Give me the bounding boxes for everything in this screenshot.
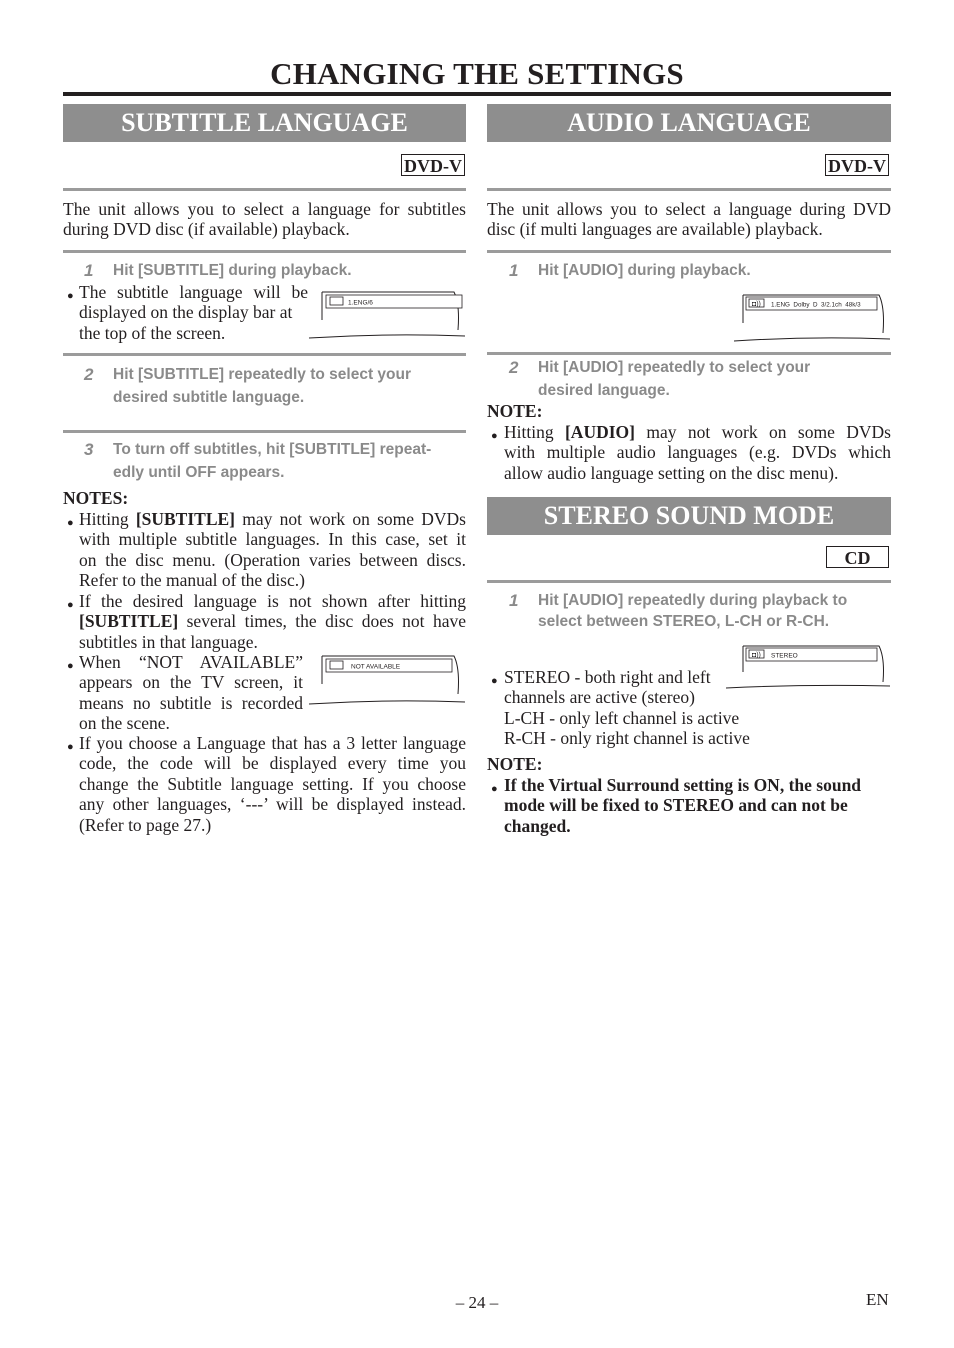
- speaker-icon: ◘)): [752, 301, 761, 308]
- list-item: ● Hitting [SUBTITLE] may not work on some DVDs with multiple subtitle languages. In this case, set it on the disc menu. (Operation varies between discs. Refer to the manual of the disc.): [67, 509, 466, 591]
- title-rule: [63, 92, 891, 96]
- list-item: ● If you choose a Language that has a 3 letter language code, the code will be displayed every time you change the Subtitle language setting. If you choose any other languages, ‘---’ will be displayed instead. (Refer to page 27.): [67, 733, 466, 835]
- divider: [63, 250, 466, 253]
- display-text: 1.ENG/6: [348, 299, 373, 307]
- step-instruction: To turn off subtitles, hit [SUBTITLE] repeat- edly until OFF appears.: [113, 441, 432, 481]
- tv-screen-display: [308, 290, 466, 340]
- list-item: ● STEREO - both right and left channels are active (stereo) L-CH - only left channel is active R-CH - only right channel is active: [491, 667, 750, 749]
- step-instruction: Hit [SUBTITLE] repeatedly to select your desired subtitle language.: [113, 366, 411, 406]
- stereo-sound-mode-header: STEREO SOUND MODE: [487, 497, 891, 535]
- divider: [487, 580, 891, 583]
- step-number: 2: [84, 365, 94, 384]
- divider: [487, 188, 891, 191]
- divider: [63, 353, 466, 356]
- subtitle-dvdv-tag: DVD-V: [401, 154, 465, 176]
- subtitle-intro: The unit allows you to select a language for subtitles during DVD disc (if available) playback.: [63, 199, 466, 240]
- step-instruction: Hit [AUDIO] repeatedly during playback to select between STEREO, L-CH or R-CH.: [538, 592, 848, 630]
- step-number: 3: [84, 440, 94, 459]
- page-title: CHANGING THE SETTINGS: [270, 56, 684, 91]
- divider: [487, 352, 891, 355]
- display-text: NOT AVAILABLE: [351, 663, 401, 671]
- display-text: STEREO: [771, 652, 798, 660]
- list-item: ● When “NOT AVAILABLE” appears on the TV screen, it means no subtitle is recorded on the scene.: [67, 652, 303, 734]
- step-instruction: Hit [AUDIO] repeatedly to select your desired language.: [538, 359, 811, 399]
- list-item: ● If the Virtual Surround setting is ON, the sound mode will be fixed to STEREO and can not be changed.: [491, 775, 862, 836]
- tv-screen-display: [733, 293, 891, 343]
- notes-heading: NOTES:: [63, 488, 129, 508]
- step-number: 2: [509, 358, 519, 377]
- page-number: – 24 –: [455, 1293, 499, 1312]
- list-item: ● Hitting [AUDIO] may not work on some DVDs with multiple audio languages (e.g. DVDs which allow audio language setting on the disc menu).: [491, 422, 891, 483]
- step-instruction: Hit [SUBTITLE] during playback.: [113, 262, 352, 279]
- audio-language-header: AUDIO LANGUAGE: [487, 104, 891, 142]
- note-heading: NOTE:: [487, 401, 543, 421]
- step-number: 1: [509, 591, 519, 610]
- step-number: 1: [84, 261, 94, 280]
- audio-intro: The unit allows you to select a language during DVD disc (if multi languages are available) playback.: [487, 199, 891, 240]
- divider: [63, 430, 466, 433]
- list-item: ● The subtitle language will be displayed on the display bar at the top of the screen.: [67, 282, 308, 343]
- speaker-icon: ◘)): [752, 652, 761, 659]
- audio-dvdv-tag: DVD-V: [825, 154, 889, 176]
- language-code: EN: [866, 1290, 889, 1309]
- list-item: ● If the desired language is not shown after hitting [SUBTITLE] several times, the disc does not have subtitles in that language.: [67, 591, 466, 652]
- subtitle-language-header: SUBTITLE LANGUAGE: [63, 104, 466, 142]
- step-instruction: Hit [AUDIO] during playback.: [538, 262, 751, 279]
- divider: [487, 250, 891, 253]
- stereo-cd-tag: CD: [826, 546, 889, 568]
- step-number: 1: [509, 261, 519, 280]
- tv-screen-display: [308, 654, 466, 706]
- divider: [63, 188, 466, 191]
- note-heading: NOTE:: [487, 754, 543, 774]
- display-text: 1.ENG Dolby D 3/2.1ch 48k/3: [771, 301, 861, 309]
